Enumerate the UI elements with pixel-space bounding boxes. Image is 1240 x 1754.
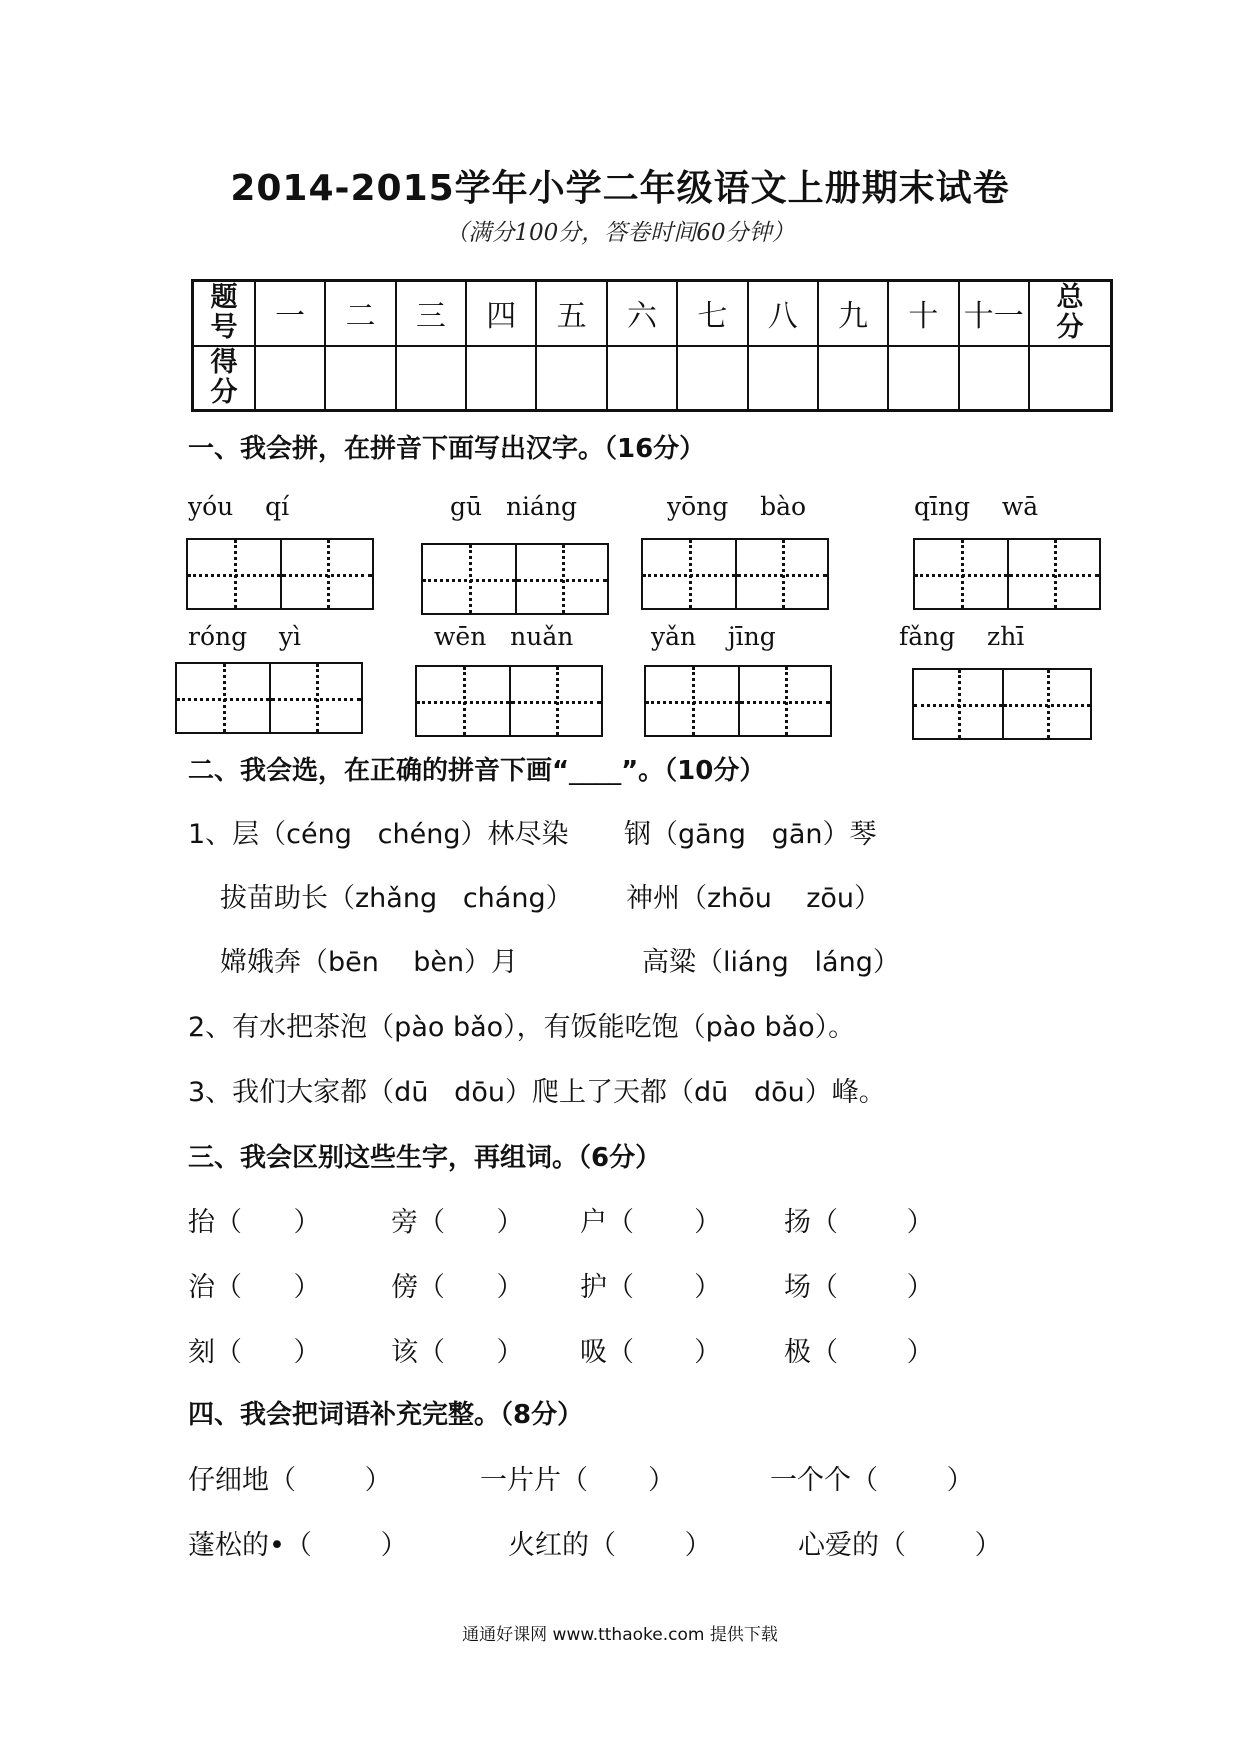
word-blank: 心爱的（ ） xyxy=(798,1530,1002,1561)
page-title: 2014-2015学年小学二年级语文上册期末试卷 xyxy=(230,168,1010,209)
score-cell[interactable] xyxy=(677,346,747,411)
choice-line: 钢（gāng gān）琴 xyxy=(624,819,877,850)
score-cell[interactable] xyxy=(607,346,677,411)
tianzige-answer-box[interactable] xyxy=(641,538,829,610)
word-blank: 蓬松的•（ ） xyxy=(188,1530,408,1561)
score-cell[interactable] xyxy=(325,346,395,411)
choice-line: 1、层（céng chéng）林尽染 xyxy=(188,819,569,850)
word-blank: 治（ ） xyxy=(188,1272,321,1303)
word-blank: 吸（ ） xyxy=(580,1337,722,1368)
score-cell[interactable] xyxy=(396,346,466,411)
word-blank: 傍（ ） xyxy=(391,1272,524,1303)
word-blank: 一个个（ ） xyxy=(770,1465,974,1496)
section-2-heading: 二、我会选，在正确的拼音下画“____”。（10分） xyxy=(188,756,766,786)
question-number-label: 题 号 xyxy=(193,281,256,346)
score-cell[interactable] xyxy=(255,346,325,411)
column-header: 七 xyxy=(677,281,747,346)
score-cell[interactable] xyxy=(536,346,606,411)
word-blank: 旁（ ） xyxy=(391,1207,524,1238)
total-score-label: 总 分 xyxy=(1029,281,1112,346)
choice-line: 神州（zhōu zōu） xyxy=(626,883,882,914)
score-table-score-row xyxy=(193,346,1112,411)
choice-line: 3、我们大家都（dū dōu）爬上了天都（dū dōu）峰。 xyxy=(188,1077,886,1108)
word-blank: 火红的（ ） xyxy=(508,1530,712,1561)
word-blank: 仔细地（ ） xyxy=(188,1465,392,1496)
column-header: 十一 xyxy=(959,281,1029,346)
score-table-header-row xyxy=(193,281,1112,346)
word-blank: 刻（ ） xyxy=(188,1337,321,1368)
pinyin-label: fǎng zhī xyxy=(899,622,1025,651)
pinyin-label: yóu qí xyxy=(188,492,290,521)
tianzige-answer-box[interactable] xyxy=(415,665,603,737)
choice-line: 2、有水把茶泡（pào bǎo），有饭能吃饱（pào bǎo）。 xyxy=(188,1012,856,1043)
pinyin-label: yǎn jīng xyxy=(651,622,776,651)
tianzige-answer-box[interactable] xyxy=(186,538,374,610)
column-header: 五 xyxy=(536,281,606,346)
pinyin-label: yōng bào xyxy=(667,492,807,521)
score-cell[interactable] xyxy=(959,346,1029,411)
word-blank: 极（ ） xyxy=(784,1337,934,1368)
section-1-heading: 一、我会拼，在拼音下面写出汉字。（16分） xyxy=(188,434,706,464)
score-cell[interactable] xyxy=(466,346,536,411)
footer-credit: 通通好课网 www.tthaoke.com 提供下载 xyxy=(462,1625,778,1645)
column-header: 八 xyxy=(748,281,818,346)
word-blank: 护（ ） xyxy=(580,1272,722,1303)
tianzige-answer-box[interactable] xyxy=(913,538,1101,610)
score-cell[interactable] xyxy=(748,346,818,411)
section-3-heading: 三、我会区别这些生字，再组词。（6分） xyxy=(188,1143,662,1173)
column-header: 二 xyxy=(325,281,395,346)
tianzige-answer-box[interactable] xyxy=(644,665,832,737)
column-header: 三 xyxy=(396,281,466,346)
word-blank: 一片片（ ） xyxy=(480,1465,676,1496)
tianzige-answer-box[interactable] xyxy=(912,668,1092,740)
pinyin-label: gū niáng xyxy=(450,492,578,521)
tianzige-answer-box[interactable] xyxy=(421,543,609,615)
score-cell[interactable] xyxy=(888,346,958,411)
column-header: 九 xyxy=(818,281,888,346)
tianzige-answer-box[interactable] xyxy=(175,662,363,734)
column-header: 十 xyxy=(888,281,958,346)
word-blank: 户（ ） xyxy=(580,1207,722,1238)
score-cell[interactable] xyxy=(818,346,888,411)
section-4-heading: 四、我会把词语补充完整。（8分） xyxy=(188,1400,584,1430)
word-blank: 该（ ） xyxy=(391,1337,524,1368)
pinyin-label: róng yì xyxy=(188,622,302,651)
word-blank: 扬（ ） xyxy=(784,1207,934,1238)
score-label: 得 分 xyxy=(193,346,256,411)
choice-line: 高粱（liáng láng） xyxy=(642,947,900,978)
pinyin-label: qīng wā xyxy=(914,492,1039,521)
score-cell[interactable] xyxy=(1029,346,1112,411)
column-header: 四 xyxy=(466,281,536,346)
score-table xyxy=(191,279,1113,412)
page-subtitle: （满分100分，答卷时间60分钟） xyxy=(445,220,795,246)
choice-line: 拔苗助长（zhǎng cháng） xyxy=(220,883,573,914)
pinyin-label: wēn nuǎn xyxy=(434,622,574,651)
column-header: 六 xyxy=(607,281,677,346)
word-blank: 场（ ） xyxy=(784,1272,934,1303)
choice-line: 嫦娥奔（bēn bèn）月 xyxy=(220,947,519,978)
word-blank: 抬（ ） xyxy=(188,1207,321,1238)
column-header: 一 xyxy=(255,281,325,346)
